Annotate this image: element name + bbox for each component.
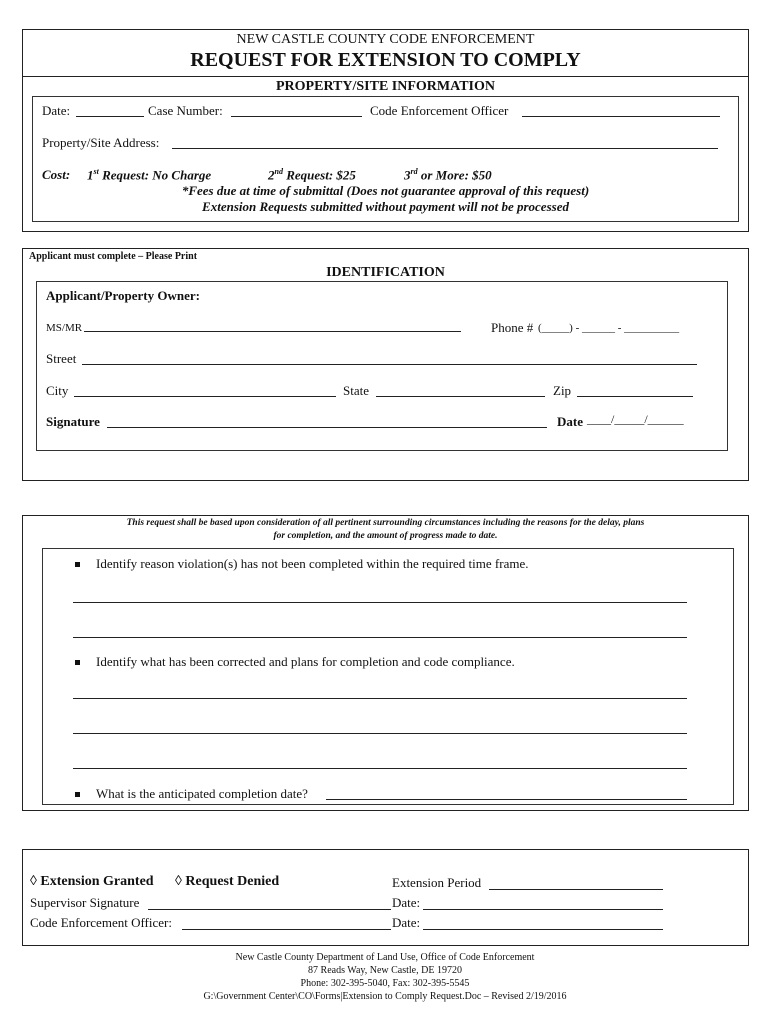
corrected-line-2[interactable] xyxy=(73,733,687,734)
city-field[interactable] xyxy=(74,385,336,397)
address-field[interactable] xyxy=(172,137,718,149)
case-number-label: Case Number: xyxy=(148,103,223,118)
second-request-fee: 2nd Request: $25 xyxy=(268,167,356,183)
bullet-icon xyxy=(75,660,80,665)
zip-label: Zip xyxy=(553,383,572,398)
name-field[interactable] xyxy=(84,320,461,332)
extension-period-label: Extension Period xyxy=(392,875,482,890)
state-label: State xyxy=(343,383,369,398)
state-field[interactable] xyxy=(376,385,545,397)
officer-label: Code Enforcement Officer xyxy=(370,103,509,118)
first-request-fee: 1st Request: No Charge xyxy=(87,167,212,183)
agency-name: NEW CASTLE COUNTY CODE ENFORCEMENT xyxy=(236,32,535,47)
footer-department: New Castle County Department of Land Use, Office of Code Enforcement xyxy=(235,952,535,963)
completion-date-prompt: What is the anticipated completion date? xyxy=(96,786,308,801)
city-label: City xyxy=(46,383,69,398)
completion-date-field[interactable] xyxy=(326,799,687,800)
street-label: Street xyxy=(46,351,77,366)
case-number-field[interactable] xyxy=(231,105,362,117)
bullet-icon xyxy=(75,792,80,797)
name-label: MS/MR xyxy=(46,322,83,334)
extension-period-field[interactable] xyxy=(489,889,663,890)
extension-granted-option[interactable]: ◊ Extension Granted xyxy=(30,874,154,889)
owner-label: Applicant/Property Owner: xyxy=(46,288,200,303)
section-title-property: PROPERTY/SITE INFORMATION xyxy=(276,79,495,94)
supervisor-signature-field[interactable] xyxy=(148,909,391,910)
applicant-note: Applicant must complete – Please Print xyxy=(29,251,198,262)
zip-field[interactable] xyxy=(577,385,693,397)
third-request-fee: 3rd or More: $50 xyxy=(404,167,492,183)
signature-date-label: Date xyxy=(557,414,583,429)
corrected-prompt: Identify what has been corrected and plans for completion and code compliance. xyxy=(96,654,515,669)
street-field[interactable] xyxy=(82,353,697,365)
officer-field[interactable] xyxy=(522,105,720,117)
reason-line-2[interactable] xyxy=(73,637,687,638)
footer-phone: Phone: 302-395-5040, Fax: 302-395-5545 xyxy=(300,978,470,989)
cost-label: Cost: xyxy=(42,167,71,182)
supervisor-date-field[interactable] xyxy=(423,909,663,910)
header-divider xyxy=(22,76,749,77)
request-inner-box xyxy=(42,548,734,805)
section-title-identification: IDENTIFICATION xyxy=(326,265,445,280)
request-note-line1: This request shall be based upon consideration of all pertinent surrounding circumstances including the reasons for the delay, plans xyxy=(126,518,645,528)
officer-date-field[interactable] xyxy=(423,929,663,930)
payment-note: Extension Requests submitted without payment will not be processed xyxy=(202,199,569,214)
officer-signature-field[interactable] xyxy=(182,929,391,930)
phone-label: Phone # xyxy=(491,320,534,335)
date-field[interactable] xyxy=(76,105,144,117)
bullet-icon xyxy=(75,562,80,567)
fees-note: *Fees due at time of submittal (Does not guarantee approval of this request) xyxy=(181,183,590,198)
officer-date-label: Date: xyxy=(392,915,421,930)
signature-date-field[interactable]: ____/_____/______ xyxy=(587,412,684,426)
officer-signature-label: Code Enforcement Officer: xyxy=(30,915,172,930)
supervisor-date-label: Date: xyxy=(392,895,421,910)
request-note-line2: for completion, and the amount of progress made to date. xyxy=(273,531,498,541)
signature-field[interactable] xyxy=(107,416,547,428)
address-label: Property/Site Address: xyxy=(42,135,160,150)
footer-address: 87 Reads Way, New Castle, DE 19720 xyxy=(308,965,462,976)
supervisor-signature-label: Supervisor Signature xyxy=(30,895,140,910)
footer-file-path: G:\Government Center\CO\Forms|Extension to Comply Request.Doc – Revised 2/19/2016 xyxy=(203,991,567,1002)
corrected-line-3[interactable] xyxy=(73,768,687,769)
date-label: Date: xyxy=(42,103,71,118)
reason-prompt: Identify reason violation(s) has not been completed within the required time frame. xyxy=(96,556,529,571)
signature-label: Signature xyxy=(46,414,100,429)
request-denied-option[interactable]: ◊ Request Denied xyxy=(175,874,280,889)
reason-line-1[interactable] xyxy=(73,602,687,603)
form-title: REQUEST FOR EXTENSION TO COMPLY xyxy=(190,49,581,71)
corrected-line-1[interactable] xyxy=(73,698,687,699)
phone-field[interactable]: (_____) - ______ - __________ xyxy=(538,322,680,334)
